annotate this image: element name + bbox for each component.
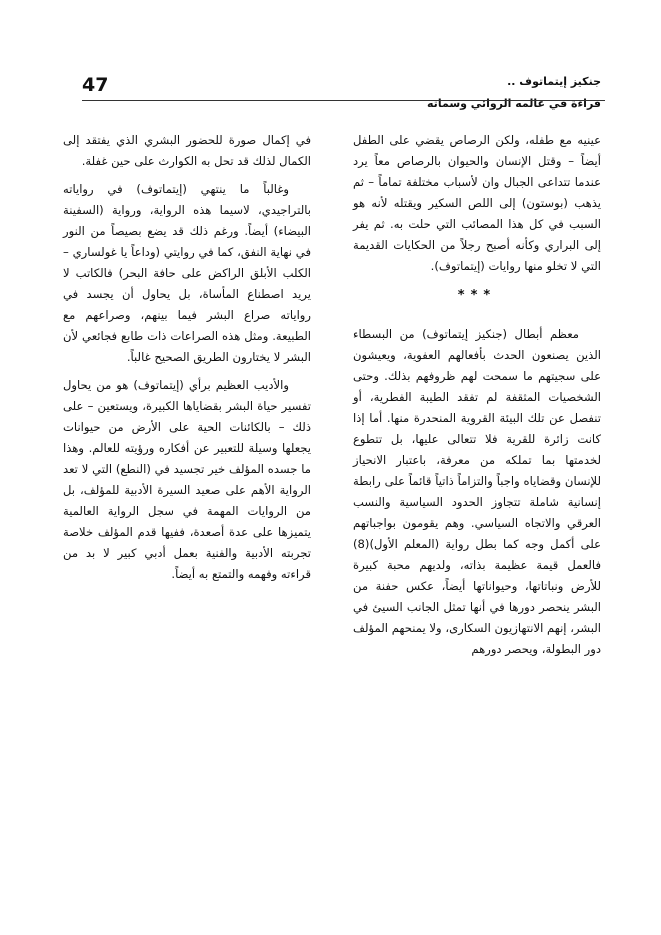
paragraph: والأديب العظيم برأي (إيتماتوف) هو من يحاول تفسير حياة البشر بقضاياها الكبيرة، ويستعين – على ذلك – بالكائنات الحية على الأرض من حيوانات يجعلها وسيلة للتعبير عن أفكاره ورؤيته للعالم. وهذا ما جسده المؤلف خير تجسيد في (النطع) التي لا تعد الرواية الأهم على صعيد السيرة الأدبية للمؤلف، بل من الروايات المهمة في سجل الرواية العالمية يتميزها على عدة أصعدة، ففيها قدم المؤلف خلاصة تجربته الأدبية والفنية بعمل أدبي كبير لا بد من قراءته وفهمه والتمتع به أيضاً. bbox=[63, 378, 311, 581]
running-header bbox=[361, 74, 601, 112]
paragraph: معظم أبطال (جنكيز إيتماتوف) من البسطاء الذين يصنعون الحدث بأفعالهم العفوية، ويعيشون على سجيتهم ما سمحت لهم ظروفهم بذلك. وحتى الشخصيات المثقفة لم تفقد الطيبة الفطرية، أو تنفصل عن تلك البيئة القروية المنحدرة منها. أما إذا كانت زائرة للقرية فلا تتعالى عليها، بل تتطوع لخدمتها بما تملكه من معرفة، باعتبار الانحياز للإنسان وقضاياه واجباً والتزاماً ذاتياً قائماً على رابطة إنسانية شاملة تتجاوز الحدود السياسية والنسب العرقي والاتجاه السياسي. وهم يقومون بواجباتهم على أكمل وجه كما بطل رواية (المعلم الأول)(8) فالعمل قيمة عظيمة بذاته، ولديهم محبة كبيرة للأرض ونباتاتها، وحيواناتها أيضاً، عكس حفنة من البشر ينحصر دورها في أنها تمثل الجانب السيئ في البشر، إنهم الانتهازيون السكارى، ولا يمنحهم المؤلف دور البطولة، ويحصر دورهم bbox=[353, 327, 601, 656]
running-subtitle: قراءة في عالمه الروائي وسماته bbox=[427, 97, 601, 110]
running-title: جنكيز إيتماتوف .. bbox=[507, 75, 601, 88]
section-separator: *** bbox=[457, 288, 497, 303]
paragraph: في إكمال صورة للحضور البشري الذي يفتقد إلى الكمال لذلك قد تحل به الكوارث على حين غفلة. bbox=[63, 133, 311, 168]
right-text-column bbox=[353, 130, 601, 667]
paragraph: عينيه مع طفله، ولكن الرصاص يقضي على الطفل أيضاً – وقتل الإنسان والحيوان بالرصاص معاً يرد عندما تتداعى الجبال وان لأسباب مختلفة تماماً – ثم يذهب (بوستون) إلى اللص السكير ويقتله لأنه هو السبب في كل هذا المصائب التي حلت به. ثم يفر إلى البراري وكأنه أصبح رجلاً من الحكايات القديمة التي لا تخلو منها روايات (إيتماتوف). bbox=[353, 133, 601, 273]
page-number: 47 bbox=[82, 74, 109, 96]
left-text-column bbox=[63, 130, 311, 592]
paragraph: وغالباً ما ينتهي (إيتماتوف) في رواياته بالتراجيدي، لاسيما هذه الرواية، ورواية (السفينة البيضاء) أيضاً. ورغم ذلك قد يضع بصيصاً من النور في نهاية النفق، كما في روايتي (وداعاً يا غولساري – الكلب الأبلق الراكض على حافة البحر) فالكاتب لا يريد اصطناع المأساة، بل يحاول أن يجسد في رواياته صراع البشر فيما بينهم، وصراعهم مع الطبيعة. ومثل هذه الصراعات ذات طابع فجائعي لأن البشر لا يختارون الطريق الصحيح غالباً. bbox=[63, 182, 311, 364]
header-divider bbox=[82, 100, 605, 101]
